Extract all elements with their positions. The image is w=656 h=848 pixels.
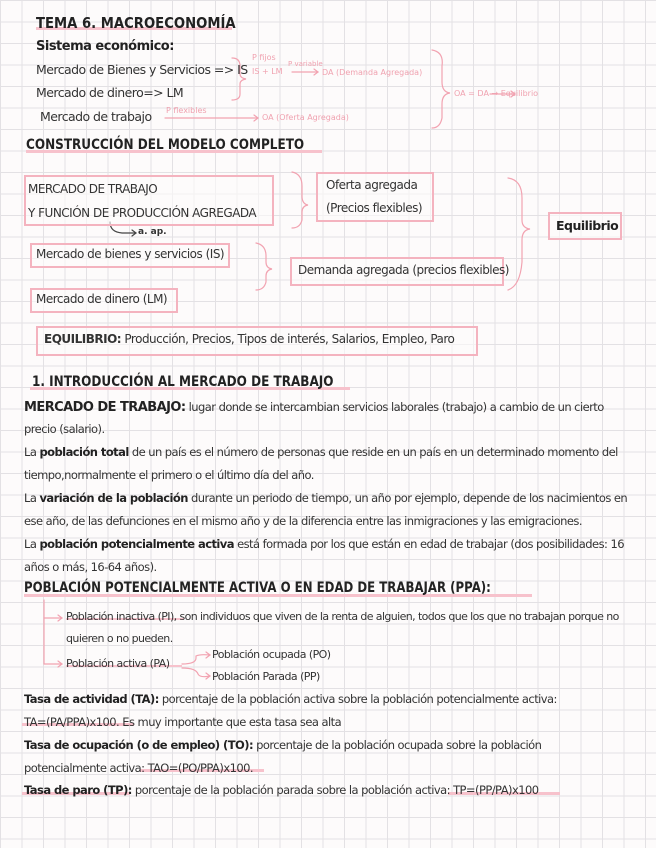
trabajo-line2: Y FUNCIÓN DE PRODUCCIÓN AGREGADA	[28, 206, 257, 220]
intro-p4-line1	[24, 537, 624, 551]
tp-text: porcentaje de la población parada sobre la población activa:	[131, 783, 454, 797]
ppa-activa: Población activa (PA)	[66, 657, 170, 670]
tp-bold: Tasa de paro (TP):	[24, 783, 132, 797]
intro-p1-line1	[24, 400, 604, 415]
tasa-paro	[24, 783, 539, 797]
p4-bold: población potencialmente activa	[39, 537, 234, 551]
p1-bold: MERCADO DE TRABAJO:	[24, 400, 186, 415]
ppa-heading	[24, 580, 580, 596]
tasa-ocupacion-line2	[24, 761, 253, 775]
intro-heading-text: 1. INTRODUCCIÓN AL MERCADO DE TRABAJO	[32, 374, 334, 390]
tasa-actividad-line2	[24, 715, 341, 729]
note-equilibrio: OA = DA → Equilibrio	[454, 89, 539, 98]
tasa-ocupacion-line1	[24, 738, 541, 752]
to-bold: Tasa de ocupación (o de empleo) (TO):	[24, 738, 254, 752]
trabajo-line1: MERCADO DE TRABAJO	[28, 182, 158, 196]
dinero-label: Mercado de dinero (LM)	[36, 292, 168, 306]
p2-bold: población total	[39, 445, 129, 459]
sistema-line-lm: Mercado de dinero=> LM	[36, 85, 184, 100]
equilibrio-label: Equilibrio	[556, 218, 619, 233]
intro-p3-line2: ese año, de las defunciones en el mismo año y de la diferencia entre las inmigraciones y las emigraciones.	[24, 514, 582, 528]
ppa-inactiva-line1: Población inactiva (PI), son individuos que viven de la renta de alguien, todos que los que no trabajan porque no	[66, 610, 619, 623]
ppa-parada: Población Parada (PP)	[212, 670, 320, 683]
to-text-2: potencialmente activa:	[24, 761, 148, 775]
ppa-ocupada: Población ocupada (PO)	[212, 648, 331, 661]
p3-pre: La	[24, 491, 40, 505]
sistema-line-trabajo: Mercado de trabajo	[40, 109, 152, 124]
arrow-note: a. ap.	[138, 227, 167, 237]
construccion-heading-text: CONSTRUCCIÓN DEL MODELO COMPLETO	[26, 137, 305, 153]
oferta-line2: (Precios flexibles)	[326, 201, 423, 215]
bienes-label: Mercado de bienes y servicios (IS)	[36, 247, 225, 261]
p2-pre: La	[24, 445, 40, 459]
construccion-heading	[26, 137, 349, 153]
equilibrio-variables	[44, 332, 454, 346]
sistema-heading: Sistema económico:	[36, 39, 174, 54]
note-is-lm: IS + LM	[252, 67, 283, 76]
intro-p1-line2: precio (salario).	[24, 422, 105, 436]
intro-p4-line2: años o más, 16-64 años).	[24, 560, 157, 574]
intro-p2-line2: tiempo,normalmente el primero o el último día del año.	[24, 468, 314, 482]
intro-p2-line1	[24, 445, 618, 459]
sistema-line-is: Mercado de Bienes y Servicios => IS	[36, 62, 248, 77]
to-text: porcentaje de la población ocupada sobre la población	[253, 738, 542, 752]
page-title-text: TEMA 6. MACROECONOMÍA	[36, 14, 236, 32]
note-p-variable: P variable	[288, 60, 323, 68]
ppa-heading-text: POBLACIÓN POTENCIALMENTE ACTIVA O EN EDAD DE TRABAJAR (PPA):	[24, 580, 491, 596]
note-oa: OA (Oferta Agregada)	[262, 113, 349, 122]
tp-formula: TP=(PP/PA)x100	[453, 783, 539, 797]
p4-pre: La	[24, 537, 40, 551]
note-da: DA (Demanda Agregada)	[322, 68, 423, 77]
eq-label: EQUILIBRIO:	[44, 332, 122, 346]
p3-bold: variación de la población	[39, 491, 188, 505]
eq-text: Producción, Precios, Tipos de interés, Salarios, Empleo, Paro	[124, 332, 455, 346]
ta-bold: Tasa de actividad (TA):	[24, 692, 159, 706]
ta-text: porcentaje de la población activa sobre la población potencialmente activa:	[158, 692, 557, 706]
intro-heading	[32, 374, 383, 390]
to-formula: TAO=(PO/PPA)x100.	[147, 761, 253, 775]
demanda-label: Demanda agregada (precios flexibles)	[298, 263, 509, 277]
ppa-inactiva-line2: quieren o no pueden.	[66, 632, 173, 645]
ta-formula: TA=(PA/PPA)x100.	[24, 715, 120, 729]
page-title	[36, 14, 263, 32]
intro-p3-line1	[24, 491, 627, 505]
oferta-line1: Oferta agregada	[326, 178, 418, 192]
note-p-flexibles: P flexibles	[166, 106, 207, 115]
p4-text: está formada por los que están en edad de trabajar (dos posibilidades: 16	[233, 537, 624, 551]
note-p-fijos: P fijos	[252, 53, 276, 62]
ta-text-2: Es muy importante que esta tasa sea alta	[119, 715, 342, 729]
p2-text: de un país es el número de personas que reside en un país en un determinado momento del	[128, 445, 618, 459]
tasa-actividad-line1	[24, 692, 557, 706]
p3-text: durante un periodo de tiempo, un año por ejemplo, depende de los nacimientos en	[187, 491, 628, 505]
p1-text: lugar donde se intercambian servicios laborales (trabajo) a cambio de un cierto	[185, 400, 604, 414]
